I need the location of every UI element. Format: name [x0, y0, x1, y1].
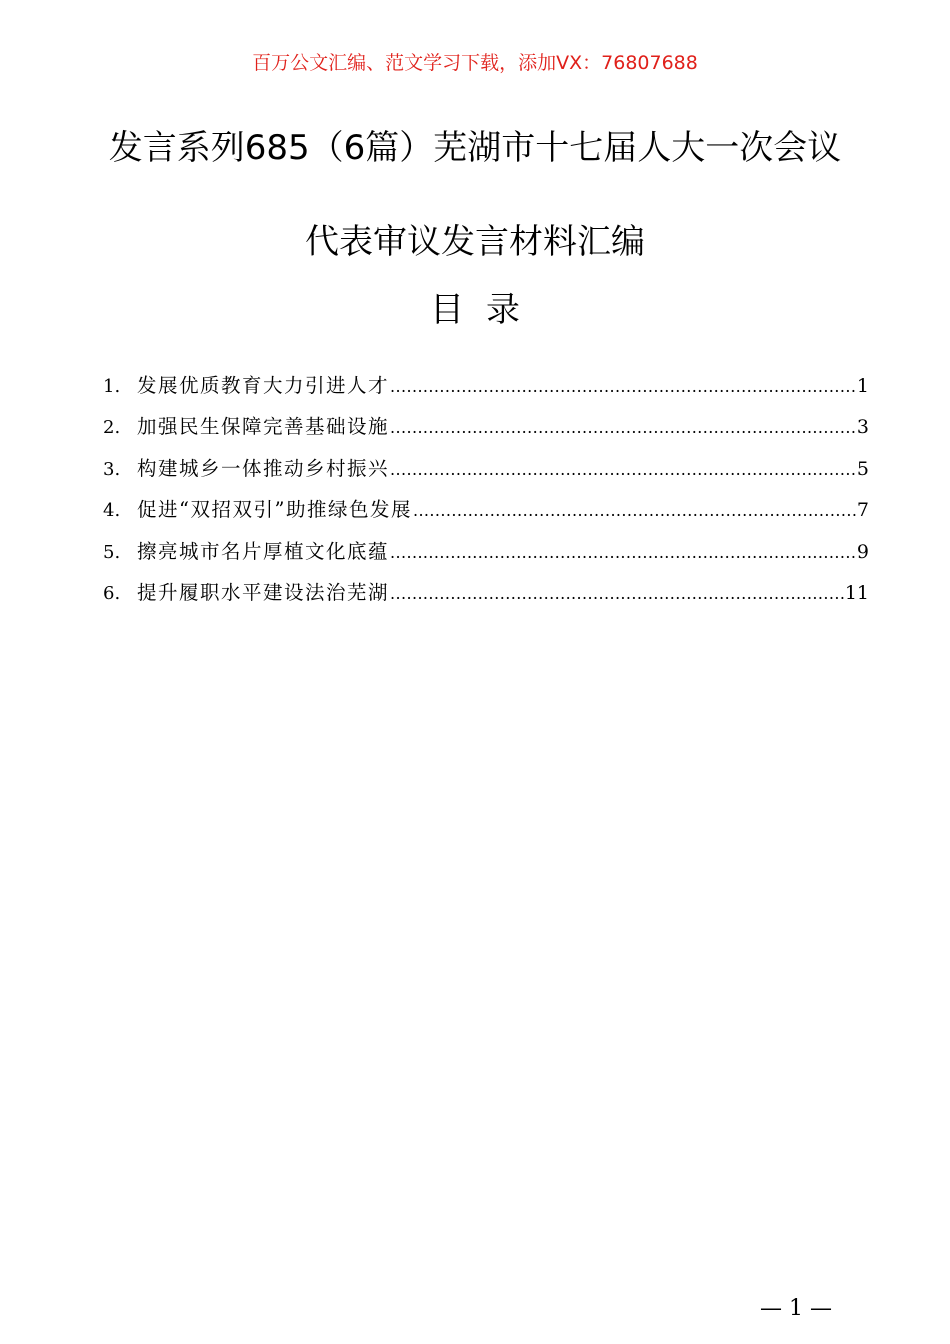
- toc-item-page: 3: [856, 416, 869, 439]
- toc-item[interactable]: [103, 536, 869, 577]
- toc-item[interactable]: [103, 411, 869, 452]
- toc-item-page: 1: [856, 375, 869, 397]
- toc-item-number: 2.: [103, 417, 121, 439]
- page-number: — 1 —: [760, 1296, 832, 1321]
- toc-item-number: 4.: [103, 500, 121, 522]
- document-title-line-2: 代表审议发言材料汇编: [305, 222, 645, 262]
- toc-item-page: 9: [856, 540, 869, 563]
- header-note: 百万公文汇编、范文学习下载，添加VX：76807688: [252, 52, 698, 74]
- toc-item[interactable]: [103, 494, 869, 535]
- table-of-contents: [103, 370, 869, 618]
- toc-item-title: 提升履职水平建设法治芜湖: [137, 580, 390, 604]
- toc-item-number: 6.: [103, 582, 121, 604]
- toc-leader-dots: [390, 543, 856, 562]
- toc-item[interactable]: [103, 370, 869, 411]
- toc-item-number: 1.: [103, 376, 121, 397]
- toc-item-number: 3.: [103, 458, 121, 480]
- toc-item-title: 促进“双招双引”助推绿色发展: [137, 498, 412, 522]
- toc-item-title: 发展优质教育大力引进人才: [137, 374, 390, 397]
- toc-leader-dots: [390, 418, 856, 437]
- toc-item[interactable]: [103, 453, 869, 494]
- toc-item-title: 加强民生保障完善基础设施: [137, 415, 390, 439]
- toc-leader-dots: [413, 501, 856, 520]
- toc-item-page: 11: [844, 581, 869, 604]
- document-title-line-1: 发言系列685（6篇）芜湖市十七届人大一次会议: [108, 128, 842, 168]
- toc-item-page: 7: [856, 499, 869, 522]
- toc-leader-dots: [390, 377, 856, 396]
- toc-item[interactable]: [103, 577, 869, 618]
- toc-item-number: 5.: [103, 541, 121, 563]
- toc-item-title: 构建城乡一体推动乡村振兴: [137, 456, 390, 480]
- toc-item-title: 擦亮城市名片厚植文化底蕴: [137, 539, 390, 563]
- toc-leader-dots: [390, 460, 856, 479]
- toc-heading: 目录: [430, 290, 542, 330]
- toc-item-page: 5: [856, 457, 869, 480]
- toc-leader-dots: [390, 584, 844, 603]
